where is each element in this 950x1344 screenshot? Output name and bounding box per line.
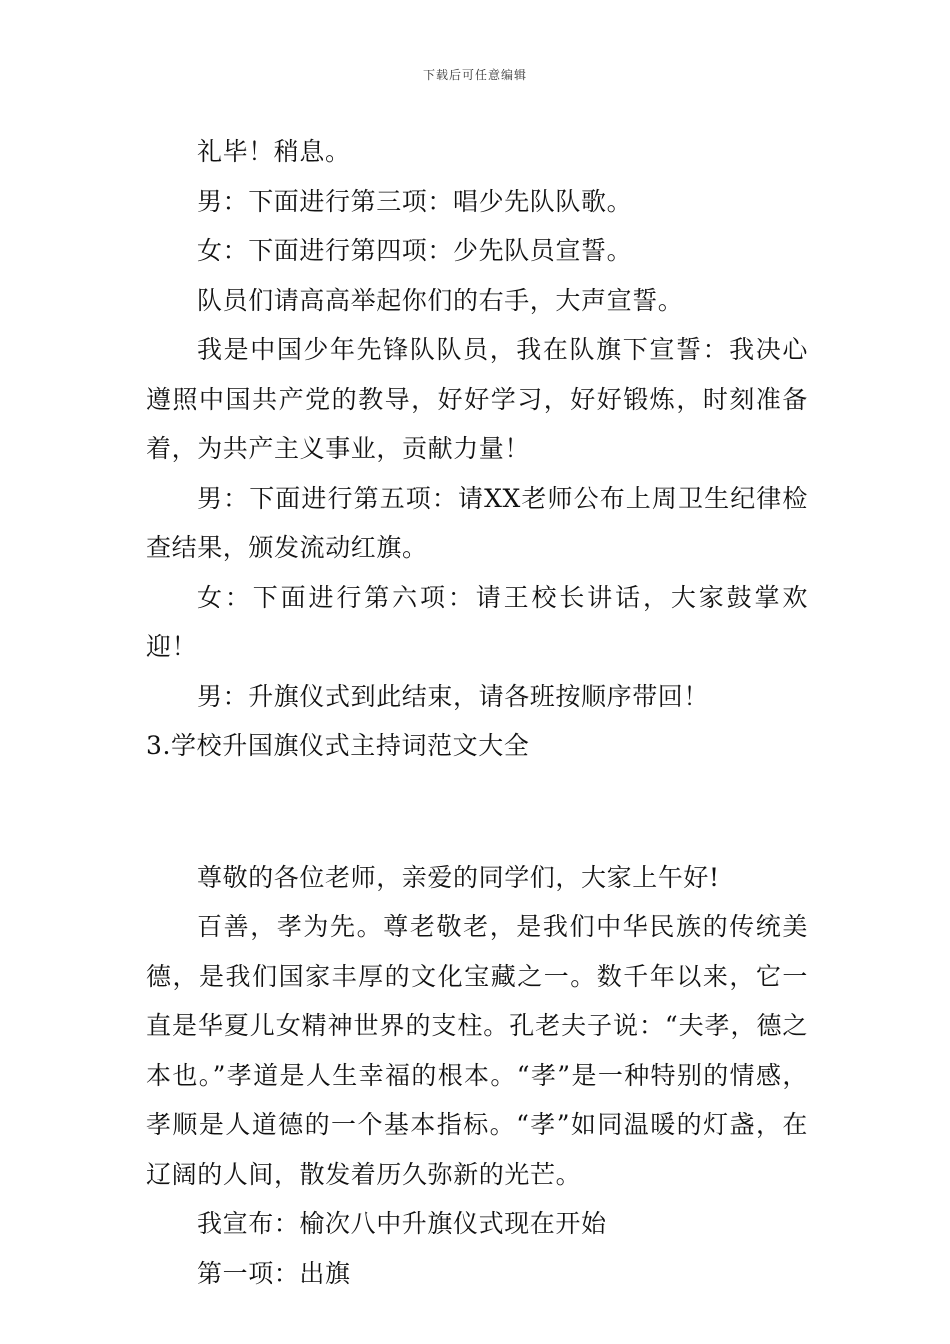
paragraph-announce: 我宣布：榆次八中升旗仪式现在开始 bbox=[197, 1209, 607, 1238]
paragraph-item-three: 男：下面进行第三项：唱少先队队歌。 bbox=[197, 186, 633, 216]
section-spacer bbox=[146, 771, 808, 853]
page-header: 下载后可任意编辑 bbox=[422, 68, 527, 82]
paragraph-raise-hand: 队员们请高高举起你们的右手，大声宣誓。 bbox=[197, 285, 684, 315]
paragraph-ceremony-end: 男：升旗仪式到此结束，请各班按顺序带回！ bbox=[197, 681, 710, 711]
paragraph-item-six: 女：下面进行第六项：请王校长讲话，大家鼓掌欢迎！ bbox=[146, 582, 808, 661]
paragraph-first-item: 第一项：出旗 bbox=[197, 1258, 351, 1288]
section-title: 3.学校升国旗仪式主持词范文大全 bbox=[146, 731, 530, 760]
paragraph-oath: 我是中国少年先锋队队员，我在队旗下宣誓：我决心遵照中国共产党的教导，好好学习，好好锻炼，时刻准备着，为共产主义事业，贡献力量！ bbox=[146, 335, 808, 463]
paragraph-greeting: 尊敬的各位老师，亲爱的同学们，大家上午好! bbox=[197, 862, 720, 892]
paragraph-item-five: 男：下面进行第五项：请XX老师公布上周卫生纪律检查结果，颁发流动红旗。 bbox=[146, 483, 808, 562]
paragraph-salute-end: 礼毕！稍息。 bbox=[197, 137, 351, 166]
document-body bbox=[146, 127, 808, 1298]
paragraph-item-four: 女：下面进行第四项：少先队员宣誓。 bbox=[197, 236, 633, 265]
paragraph-filial-piety: 百善，孝为先。尊老敬老，是我们中华民族的传统美德，是我们国家丰厚的文化宝藏之一。数千年以来，它一直是华夏儿女精神世界的支柱。孔老夫子说：“夫孝，德之本也。”孝道是人生幸福的根本。“孝”是一种特别的情感，孝顺是人道德的一个基本指标。“孝”如同温暖的灯盏，在辽阔的人间，散发着历久弥新的光芒。 bbox=[146, 912, 808, 1189]
